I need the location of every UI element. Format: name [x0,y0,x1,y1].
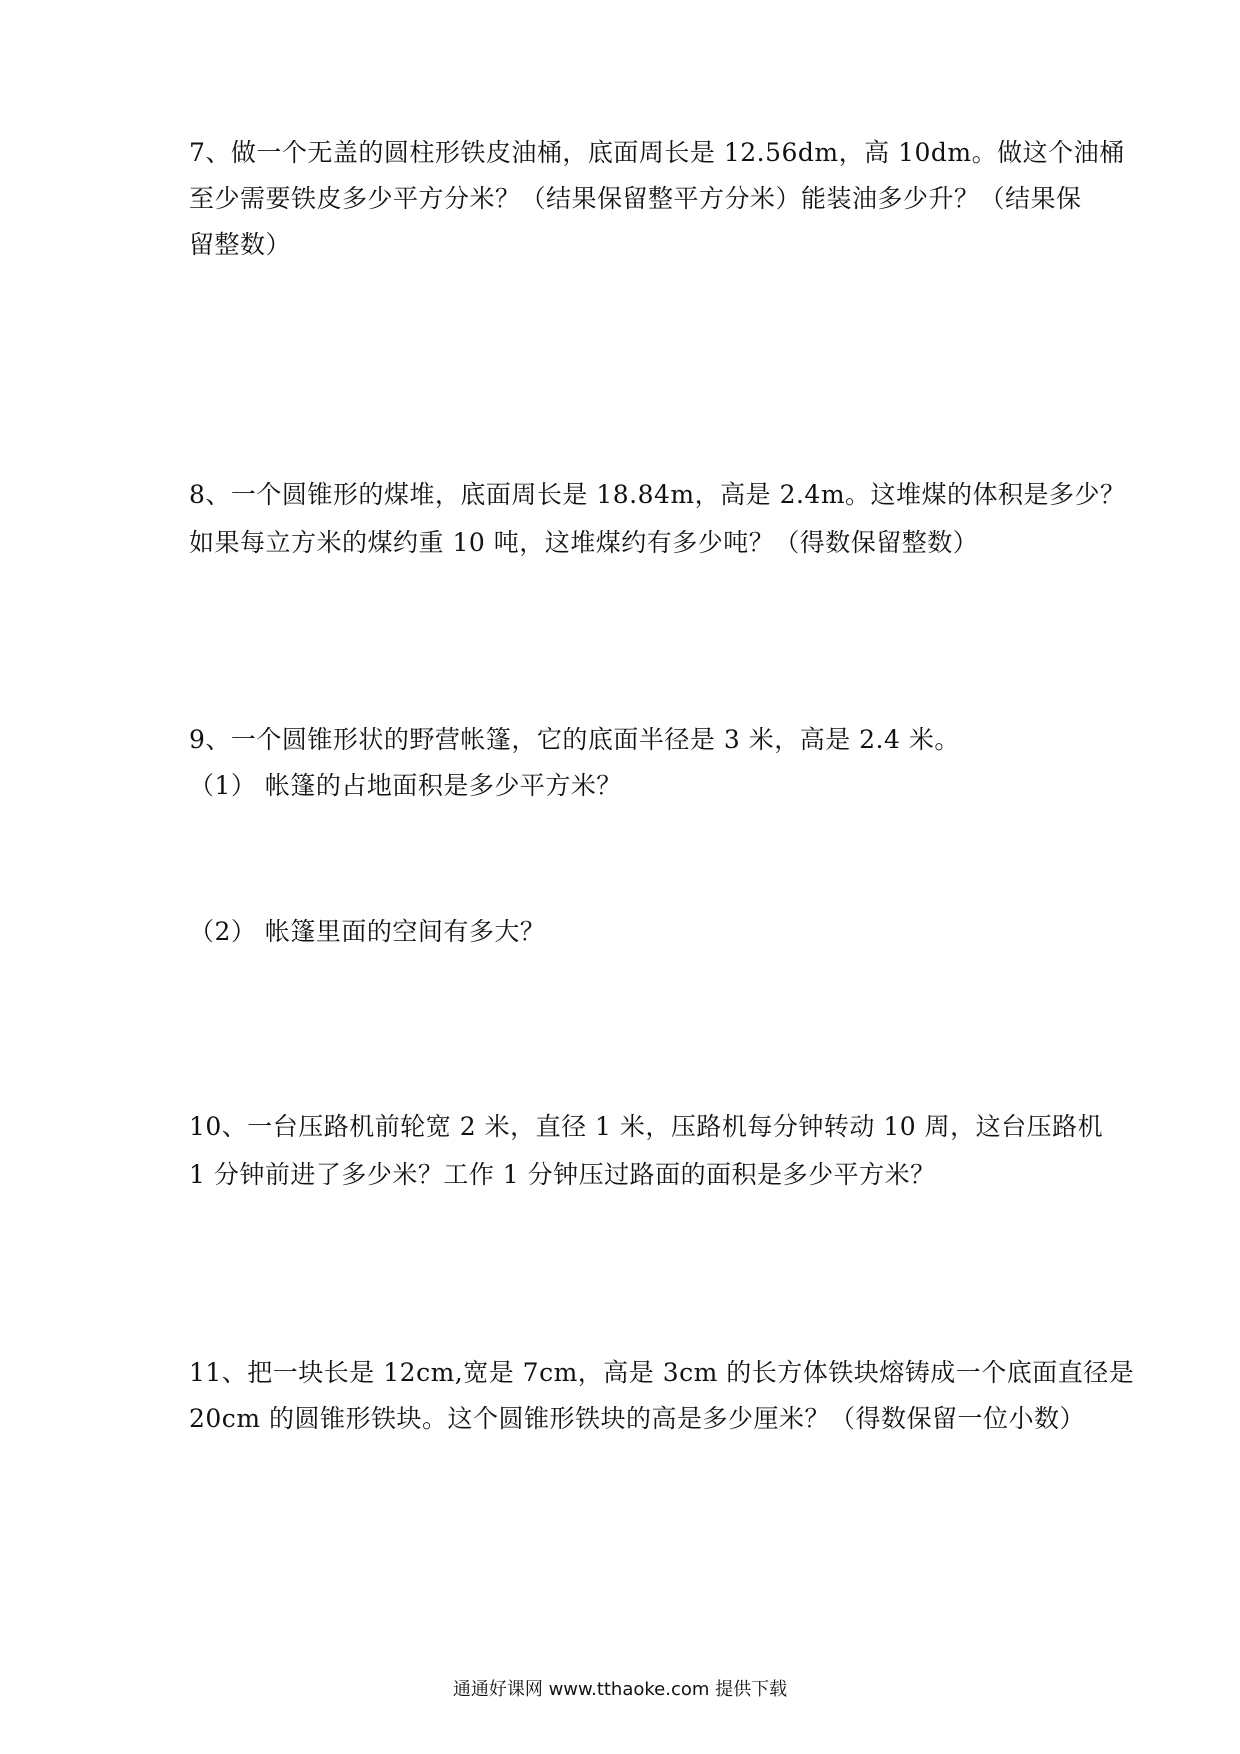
problem-7-line-3: 留整数） [189,230,292,259]
footer-watermark: 通通好课网 www.tthaoke.com 提供下载 [452,1679,788,1700]
problem-9-subquestion-1: （1） 帐篷的占地面积是多少平方米？ [189,771,622,800]
problem-11-line-1: 11、把一块长是 12cm,宽是 7cm，高是 3cm 的长方体铁块熔铸成一个底面直径是 [189,1358,1135,1387]
problem-10-line-2: 1 分钟前进了多少米？工作 1 分钟压过路面的面积是多少平方米？ [189,1160,936,1189]
problem-8-line-1: 8、一个圆锥形的煤堆，底面周长是 18.84m，高是 2.4m。这堆煤的体积是多少？ [189,480,1126,509]
problem-7-line-2: 至少需要铁皮多少平方分米？（结果保留整平方分米）能装油多少升？（结果保 [189,184,1082,213]
problem-11-line-2: 20cm 的圆锥形铁块。这个圆锥形铁块的高是多少厘米？（得数保留一位小数） [189,1404,1085,1433]
problem-10-line-1: 10、一台压路机前轮宽 2 米，直径 1 米，压路机每分钟转动 10 周，这台压路机 [189,1112,1104,1141]
problem-9-subquestion-2: （2） 帐篷里面的空间有多大？ [189,917,546,946]
problem-8-line-2: 如果每立方米的煤约重 10 吨，这堆煤约有多少吨？（得数保留整数） [189,528,979,557]
problem-7-line-1: 7、做一个无盖的圆柱形铁皮油桶，底面周长是 12.56dm，高 10dm。做这个油桶 [189,138,1125,167]
problem-9-line-1: 9、一个圆锥形状的野营帐篷，它的底面半径是 3 米，高是 2.4 米。 [189,725,960,754]
